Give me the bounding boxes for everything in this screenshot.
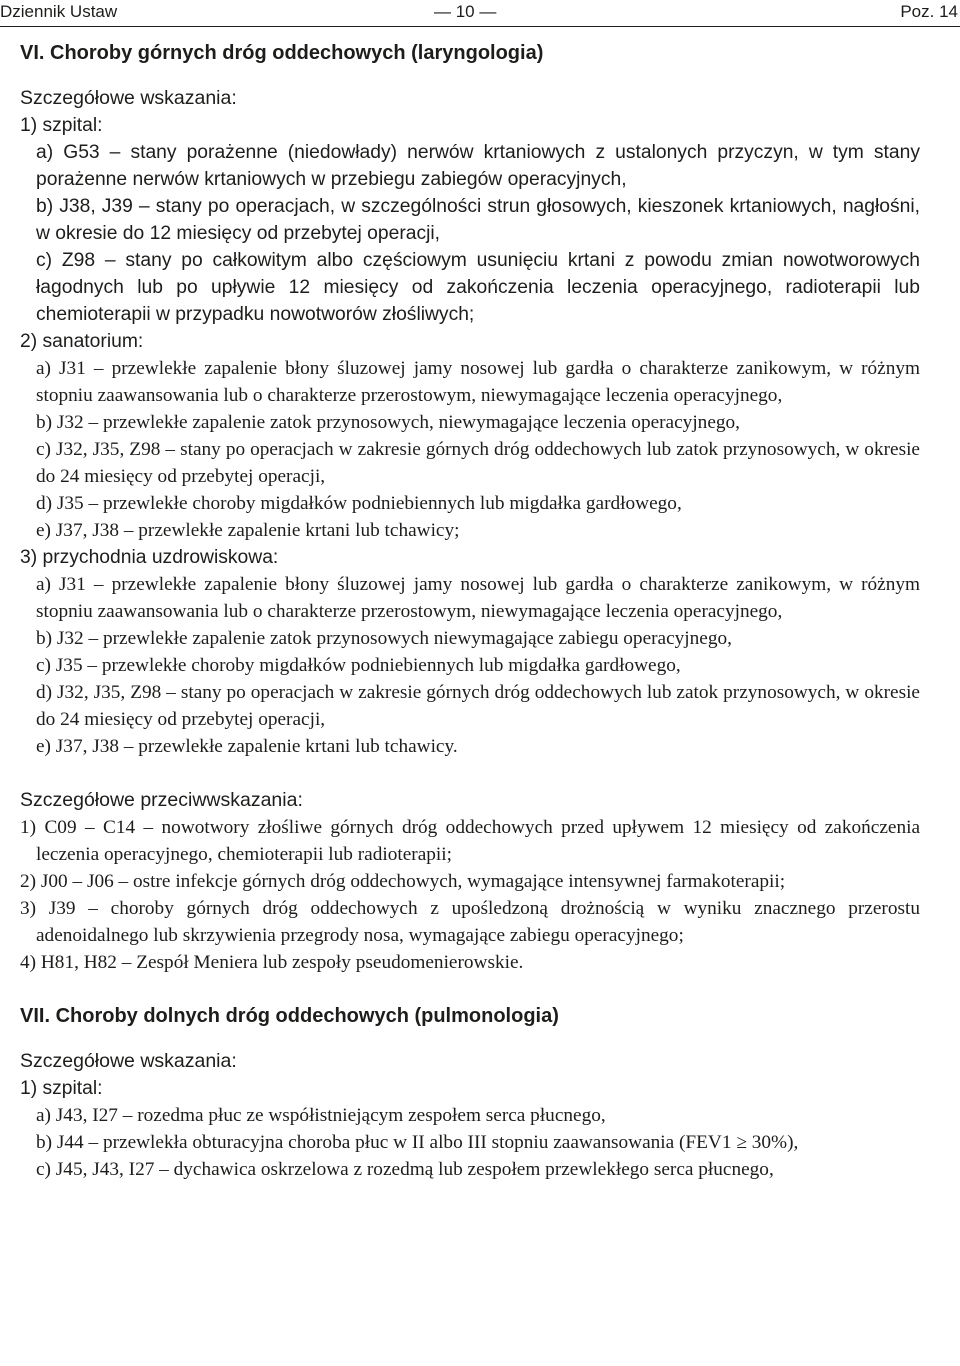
list-item: c) J45, J43, I27 – dychawica oskrzelowa z rozedmą lub zespołem przewlekłego serca płucnego, xyxy=(36,1159,774,1180)
contraindication-item: 4) H81, H82 – Zespół Meniera lub zespoły pseudomenierowskie. xyxy=(20,952,524,973)
hospital-label: 1) szpital: xyxy=(20,115,103,136)
section-6-indications-heading: Szczegółowe wskazania: xyxy=(20,87,237,109)
page-header xyxy=(0,0,960,27)
list-item: d) J32, J35, Z98 – stany po operacjach w zakresie górnych dróg oddechowych lub zatok przynosowych, w okresie do 24 miesięcy od przebytej operacji, xyxy=(36,682,920,730)
list-item: a) J31 – przewlekłe zapalenie błony śluzowej jamy nosowej lub gardła o charakterze zanikowym, w różnym stopniu zaawansowania lub o charakterze przerostowym, niewymagające leczenia operacyjnego, xyxy=(36,358,920,406)
contraindication-item: 2) J00 – J06 – ostre infekcje górnych dróg oddechowych, wymagające intensywnej farmakoterapii; xyxy=(20,871,786,892)
section-6-contraindications-heading: Szczegółowe przeciwwskazania: xyxy=(20,789,303,811)
list-item: c) J32, J35, Z98 – stany po operacjach w zakresie górnych dróg oddechowych lub zatok przynosowych, w okresie do 24 miesięcy od przebytej operacji, xyxy=(36,439,920,487)
list-item: b) J38, J39 – stany po operacjach, w szczególności strun głosowych, kieszonek krtaniowych, nagłośni, w okresie do 12 miesięcy od przebytej operacji, xyxy=(36,196,920,244)
section-7-title: VII. Choroby dolnych dróg oddechowych (pulmonologia) xyxy=(20,1005,559,1027)
list-item: d) J35 – przewlekłe choroby migdałków podniebiennych lub migdałka gardłowego, xyxy=(36,493,682,514)
list-item: e) J37, J38 – przewlekłe zapalenie krtani lub tchawicy; xyxy=(36,520,460,541)
contraindication-item: 3) J39 – choroby górnych dróg oddechowych z upośledzoną drożnością w wyniku znacznego przerostu adenoidalnego lub skrzywienia przegrody nosa, wymagające zabiegu operacyjnego; xyxy=(20,898,920,946)
list-item: a) J31 – przewlekłe zapalenie błony śluzowej jamy nosowej lub gardła o charakterze zanikowym, w różnym stopniu zaawansowania lub o charakterze przerostowym, niewymagające leczenia operacyjnego, xyxy=(36,574,920,622)
page-number: — 10 — xyxy=(434,2,497,21)
section-7-indications-heading: Szczegółowe wskazania: xyxy=(20,1050,237,1072)
list-item: c) Z98 – stany po całkowitym albo częściowym usunięciu krtani z powodu zmian nowotworowych łagodnych lub po upływie 12 miesięcy od zakończenia leczenia operacyjnego, radioterapii lub chemioterapii w przypadku nowotworów złośliwych; xyxy=(36,250,920,325)
document-body xyxy=(20,40,920,1183)
list-item: a) J43, I27 – rozedma płuc ze współistniejącym zespołem serca płucnego, xyxy=(36,1105,606,1126)
clinic-label: 3) przychodnia uzdrowiskowa: xyxy=(20,547,279,568)
hospital-label: 1) szpital: xyxy=(20,1078,103,1099)
list-item: c) J35 – przewlekłe choroby migdałków podniebiennych lub migdałka gardłowego, xyxy=(36,655,681,676)
section-6-title: VI. Choroby górnych dróg oddechowych (laryngologia) xyxy=(20,42,544,64)
sanatorium-label: 2) sanatorium: xyxy=(20,331,144,352)
list-item: b) J44 – przewlekła obturacyjna choroba płuc w II albo III stopniu zaawansowania (FEV1 ≥ 30%), xyxy=(36,1132,799,1153)
list-item: e) J37, J38 – przewlekłe zapalenie krtani lub tchawicy. xyxy=(36,736,458,757)
journal-name: Dziennik Ustaw xyxy=(0,2,118,21)
contraindication-item: 1) C09 – C14 – nowotwory złośliwe górnych dróg oddechowych przed upływem 12 miesięcy od zakończenia leczenia operacyjnego, chemioterapii lub radioterapii; xyxy=(20,817,920,865)
list-item: b) J32 – przewlekłe zapalenie zatok przynosowych, niewymagające leczenia operacyjnego, xyxy=(36,412,740,433)
position-number: Poz. 14 xyxy=(900,2,958,21)
list-item: a) G53 – stany porażenne (niedowłady) nerwów krtaniowych z ustalonych przyczyn, w tym stany porażenne nerwów krtaniowych w przebiegu zabiegów operacyjnych, xyxy=(36,142,920,190)
list-item: b) J32 – przewlekłe zapalenie zatok przynosowych niewymagające zabiegu operacyjnego, xyxy=(36,628,732,649)
